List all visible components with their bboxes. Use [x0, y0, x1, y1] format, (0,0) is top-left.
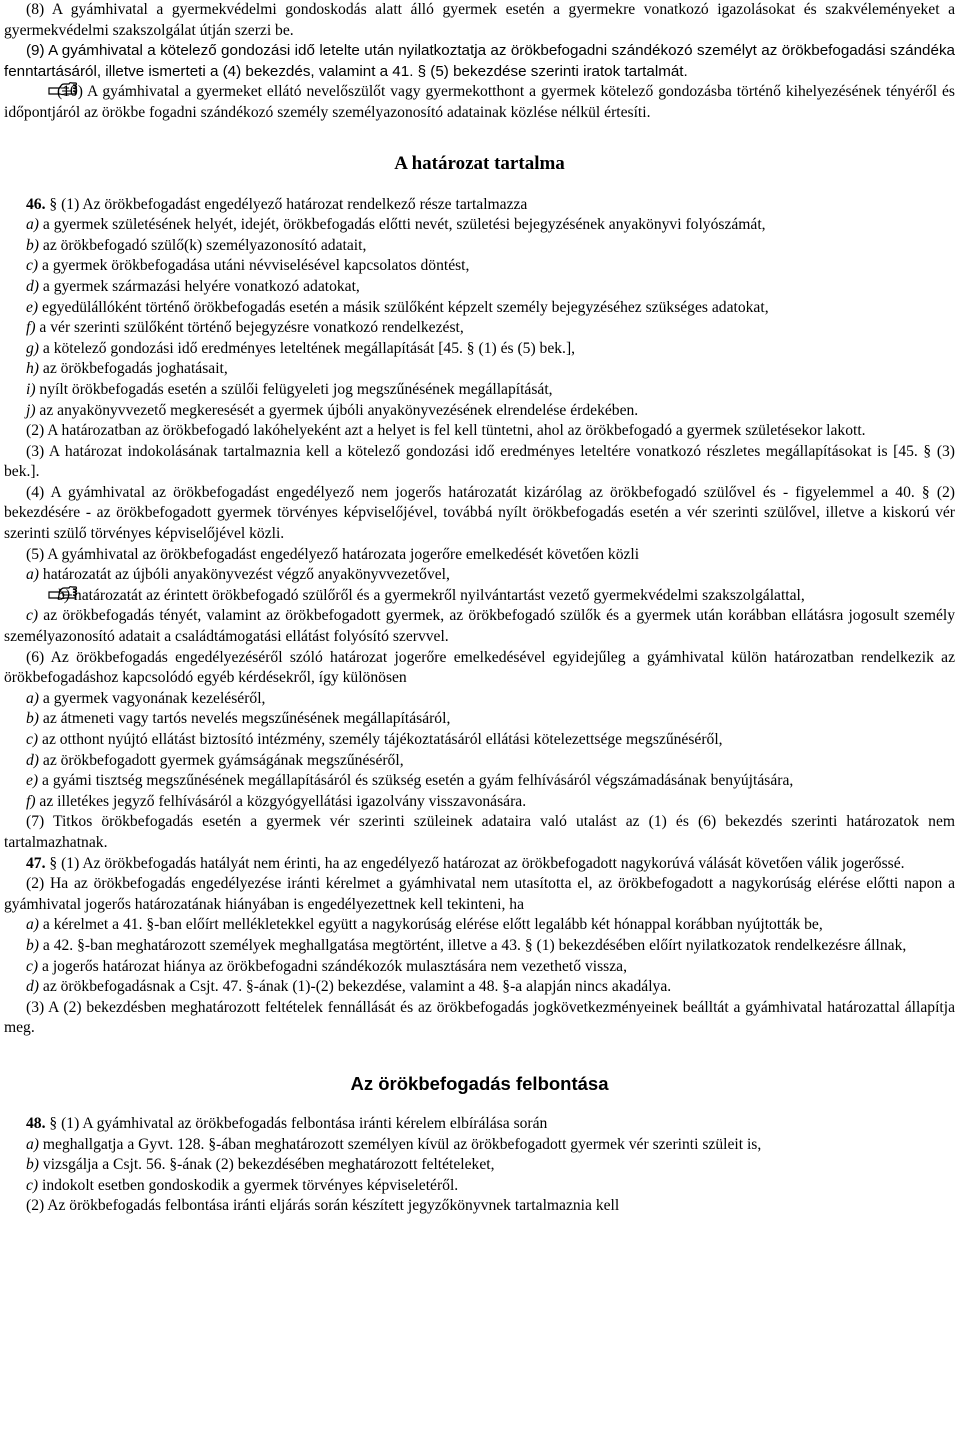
item-text: a gyermek születésének helyét, idejét, örökbefogadás előtti nevét, születési bejegyzésének anyakönyvi folyószámát,	[39, 216, 766, 234]
item-letter: b)	[26, 710, 39, 728]
list-item	[4, 339, 955, 360]
item-letter: a)	[26, 689, 39, 707]
list-item	[4, 215, 955, 236]
item-text: határozatát az érintett örökbefogadó szülőről és a gyermekről nyilvántartást vezető gyermekvédelmi szakszolgálattal,	[70, 586, 805, 604]
item-text: vizsgálja a Csjt. 56. §-ának (2) bekezdésében meghatározott feltételeket,	[39, 1156, 495, 1174]
list-item	[4, 359, 955, 380]
list-item	[4, 318, 955, 339]
paragraph-10-text: (10) A gyámhivatal a gyermeket ellátó nevelőszülőt vagy gyermekotthont a gyermek kötelező gondozásba történő kihelyezésének tényéről és időpontjáról az örökbe fogadni szándékozó személy személyazonosító adatainak közlése nélkül értesíti.	[4, 83, 955, 121]
section-46-p5: (5) A gyámhivatal az örökbefogadást engedélyező határozata jogerőre emelkedését követően közli	[26, 545, 640, 563]
item-letter: c)	[26, 607, 39, 625]
section-46-text: § (1) Az örökbefogadást engedélyező határozat rendelkező része tartalmazza	[45, 195, 528, 213]
list-item	[4, 1176, 955, 1197]
item-text: egyedülállóként történő örökbefogadás esetén a másik szülőként képzelt személy bejegyzéséhez szükséges adatokat,	[38, 298, 769, 316]
section-47-p2: (2) Ha az örökbefogadás engedélyezése iránti kérelmet a gyámhivatal nem utasította el, az örökbefogadott a nagykorúság elérése előtti napon a gyámhivatal jogerős határozatának hiányában is engedélyezettnek kell tekinteni, ha	[4, 875, 955, 913]
list-item	[4, 565, 955, 586]
item-letter: i)	[26, 380, 36, 398]
section-48-p2: (2) Az örökbefogadás felbontása iránti eljárás során készített jegyzőkönyvnek tartalmaznia kell	[26, 1197, 620, 1215]
item-text: az illetékes jegyző felhívásáról a közgyógyellátási igazolvány visszavonására.	[35, 792, 527, 810]
item-letter: e)	[26, 772, 39, 790]
paragraph-9: (9) A gyámhivatal a kötelező gondozási idő letelte után nyilatkoztatja az örökbefogadni szándékozó személyt az örökbefogadási szándéka fenntartásáról, illetve ismerteti a (4) bekezdés, valamint a 41. § (5) bekezdése szerinti iratok tartalmát.	[4, 42, 955, 80]
item-text: az örökbefogadás tényét, valamint az örökbefogadott gyermek, az örökbefogadó szülők és a gyermek után korábban ellátásra jogosult személy személyazonosító adatait a családtámogatási ellátást folyósító szervvel.	[4, 607, 955, 646]
item-letter: c)	[26, 257, 39, 275]
item-letter: d)	[26, 751, 39, 769]
section-47-p3: (3) A (2) bekezdésben meghatározott feltételek fennállását és az örökbefogadás jogkövetkezményeinek beálltát a gyámhivatal határozattal állapítja meg.	[4, 998, 955, 1037]
item-letter: c)	[26, 731, 39, 748]
pointing-hand-icon	[26, 586, 56, 602]
list-item	[4, 957, 955, 978]
item-text: a 42. §-ban meghatározott személyek meghallgatása megtörtént, illetve a 43. § (1) bekezdésében előírt nyilatkozatok rendelkezésre állnak,	[39, 936, 907, 954]
item-letter: c)	[26, 957, 39, 975]
heading-hatarozat-tartalma: A határozat tartalma	[394, 152, 565, 174]
item-letter: h)	[26, 360, 39, 378]
list-item	[4, 792, 955, 813]
item-letter: c)	[26, 1176, 39, 1194]
section-48-list	[4, 1135, 955, 1197]
list-item	[4, 606, 955, 647]
item-text: az örökbefogadás joghatásait,	[39, 360, 228, 378]
section-47-list	[4, 915, 955, 997]
section-46-p6: (6) Az örökbefogadás engedélyezéséről szóló határozat jogerőre emelkedésével egyidejűleg a gyámhivatal külön határozatban rendelkezik az örökbefogadáshoz kapcsolódó egyéb kérdésekről, így különösen	[4, 648, 955, 687]
item-letter: f)	[26, 792, 36, 810]
section-46-p7: (7) Titkos örökbefogadás esetén a gyermek vér szerinti szüleinek adataira való utalást az (1) és (6) bekezdés szerinti határozatok nem tartalmazhatnak.	[4, 813, 955, 851]
list-item	[4, 256, 955, 277]
list-item	[4, 936, 955, 957]
list-item	[4, 586, 955, 607]
section-46-intro	[4, 195, 955, 216]
item-text: az anyakönyvvezető megkeresését a gyermek újbóli anyakönyvezésének elrendelése érdekében.	[35, 401, 639, 419]
section-number: 47.	[26, 854, 46, 872]
list-item	[4, 380, 955, 401]
section-46-p3: (3) A határozat indokolásának tartalmaznia kell a kötelező gondozási idő eredményes leteltére vonatkozó részletes megállapításokat is [45. § (3) bek.].	[4, 442, 955, 481]
item-text: nyílt örökbefogadás esetén a szülői felügyeleti jog megszűnésének megállapítását,	[35, 380, 553, 398]
item-text: az örökbefogadásnak a Csjt. 47. §-ának (1)-(2) bekezdése, valamint a 48. §-a alapján nincs akadálya.	[39, 978, 672, 996]
list-item	[4, 1155, 955, 1176]
item-text: a gyermek vagyonának kezeléséről,	[39, 689, 266, 707]
section-48-text: § (1) A gyámhivatal az örökbefogadás felbontása iránti kérelem elbírálása során	[45, 1114, 548, 1132]
list-item	[4, 1135, 955, 1156]
item-letter: j)	[26, 401, 36, 419]
item-text: a vér szerinti szülőként történő bejegyzésre vonatkozó rendelkezést,	[35, 319, 464, 337]
paragraph-10	[4, 82, 955, 123]
section-46-p2: (2) A határozatban az örökbefogadó lakóhelyeként azt a helyet is fel kell tüntetni, ahol az örökbefogadó a gyermek születésekor lakott.	[26, 422, 866, 440]
item-letter: g)	[26, 339, 39, 357]
item-text: a gyermek származási helyére vonatkozó adatokat,	[39, 277, 360, 295]
item-text: az örökbefogadó szülő(k) személyazonosító adatait,	[39, 236, 367, 254]
pointing-hand-icon	[26, 82, 56, 98]
item-letter: b)	[26, 1156, 39, 1174]
section-47-text: § (1) Az örökbefogadás hatályát nem érinti, ha az engedélyező határozat az örökbefogadott nagykorúvá válását követően válik jogerőssé.	[45, 854, 905, 872]
item-text: az otthont nyújtó ellátást biztosító intézmény, személy tájékoztatásáról ellátási kötelezettsége megszűnéséről,	[38, 731, 723, 748]
item-text: az örökbefogadott gyermek gyámságának megszűnéséről,	[39, 751, 404, 769]
section-47-intro	[4, 854, 955, 875]
list-item	[4, 751, 955, 772]
list-item	[4, 401, 955, 422]
item-letter: d)	[26, 277, 39, 295]
list-item	[4, 709, 955, 730]
item-letter: b)	[57, 586, 70, 604]
list-item	[4, 771, 955, 792]
heading-orokbefogadas-felbontasa: Az örökbefogadás felbontása	[350, 1072, 609, 1094]
item-text: az átmeneti vagy tartós nevelés megszűnésének megállapításáról,	[39, 710, 451, 728]
list-item	[4, 730, 955, 751]
section-46-list	[4, 215, 955, 421]
section-46-p4: (4) A gyámhivatal az örökbefogadást engedélyező nem jogerős határozatát kizárólag az örökbefogadó szülővel és - figyelemmel a 40. § (2) bekezdésére - az örökbefogadott gyermek törvényes képviselőjével, továbbá nyílt örökbefogadás esetén a vér szerinti szülővel, illetve a kiskorú vér szerinti szülő törvényes képviselőjével közli.	[4, 483, 955, 543]
item-text: a gyámi tisztség megszűnésének megállapításáról és szükség esetén a gyám felhívásáról végszámadásának benyújtására,	[38, 772, 794, 790]
item-letter: b)	[26, 936, 39, 954]
paragraph-8: (8) A gyámhivatal a gyermekvédelmi gondoskodás alatt álló gyermek esetén a gyermekre vonatkozó igazolásokat és szakvéleményeket a gyermekvédelmi szakszolgálat útján szerzi be.	[4, 1, 955, 39]
section-46-p6-list	[4, 689, 955, 813]
item-letter: d)	[26, 978, 39, 996]
list-item	[4, 277, 955, 298]
item-text: a kötelező gondozási idő eredményes leteltének megállapítását [45. § (1) és (5) bek.],	[39, 339, 576, 357]
list-item	[4, 298, 955, 319]
list-item	[4, 236, 955, 257]
item-text: meghallgatja a Gyvt. 128. §-ában meghatározott személyen kívül az örökbefogadott gyermek vér szerinti szüleit is,	[39, 1135, 762, 1153]
item-letter: e)	[26, 298, 39, 316]
item-text: a jogerős határozat hiánya az örökbefogadni szándékozók mulasztására nem vezethető vissza,	[38, 957, 627, 975]
item-letter: b)	[26, 236, 39, 254]
section-48-intro	[4, 1114, 955, 1135]
item-letter: f)	[26, 319, 36, 337]
item-letter: a)	[26, 1135, 39, 1153]
list-item	[4, 915, 955, 936]
list-item	[4, 689, 955, 710]
item-text: a kérelmet a 41. §-ban előírt mellékletekkel együtt a nagykorúság elérése előtt legalább két hónappal korábban nyújtották be,	[39, 916, 823, 934]
section-number: 46.	[26, 195, 46, 213]
item-text: határozatát az újbóli anyakönyvezést végző anyakönyvvezetővel,	[39, 566, 450, 584]
item-text: indokolt esetben gondoskodik a gyermek törvényes képviseletéről.	[38, 1176, 459, 1194]
item-letter: a)	[26, 916, 39, 934]
item-letter: a)	[26, 566, 39, 584]
section-number: 48.	[26, 1114, 46, 1132]
item-letter: a)	[26, 216, 39, 234]
item-text: a gyermek örökbefogadása utáni névviselésével kapcsolatos döntést,	[38, 257, 470, 275]
list-item	[4, 977, 955, 998]
